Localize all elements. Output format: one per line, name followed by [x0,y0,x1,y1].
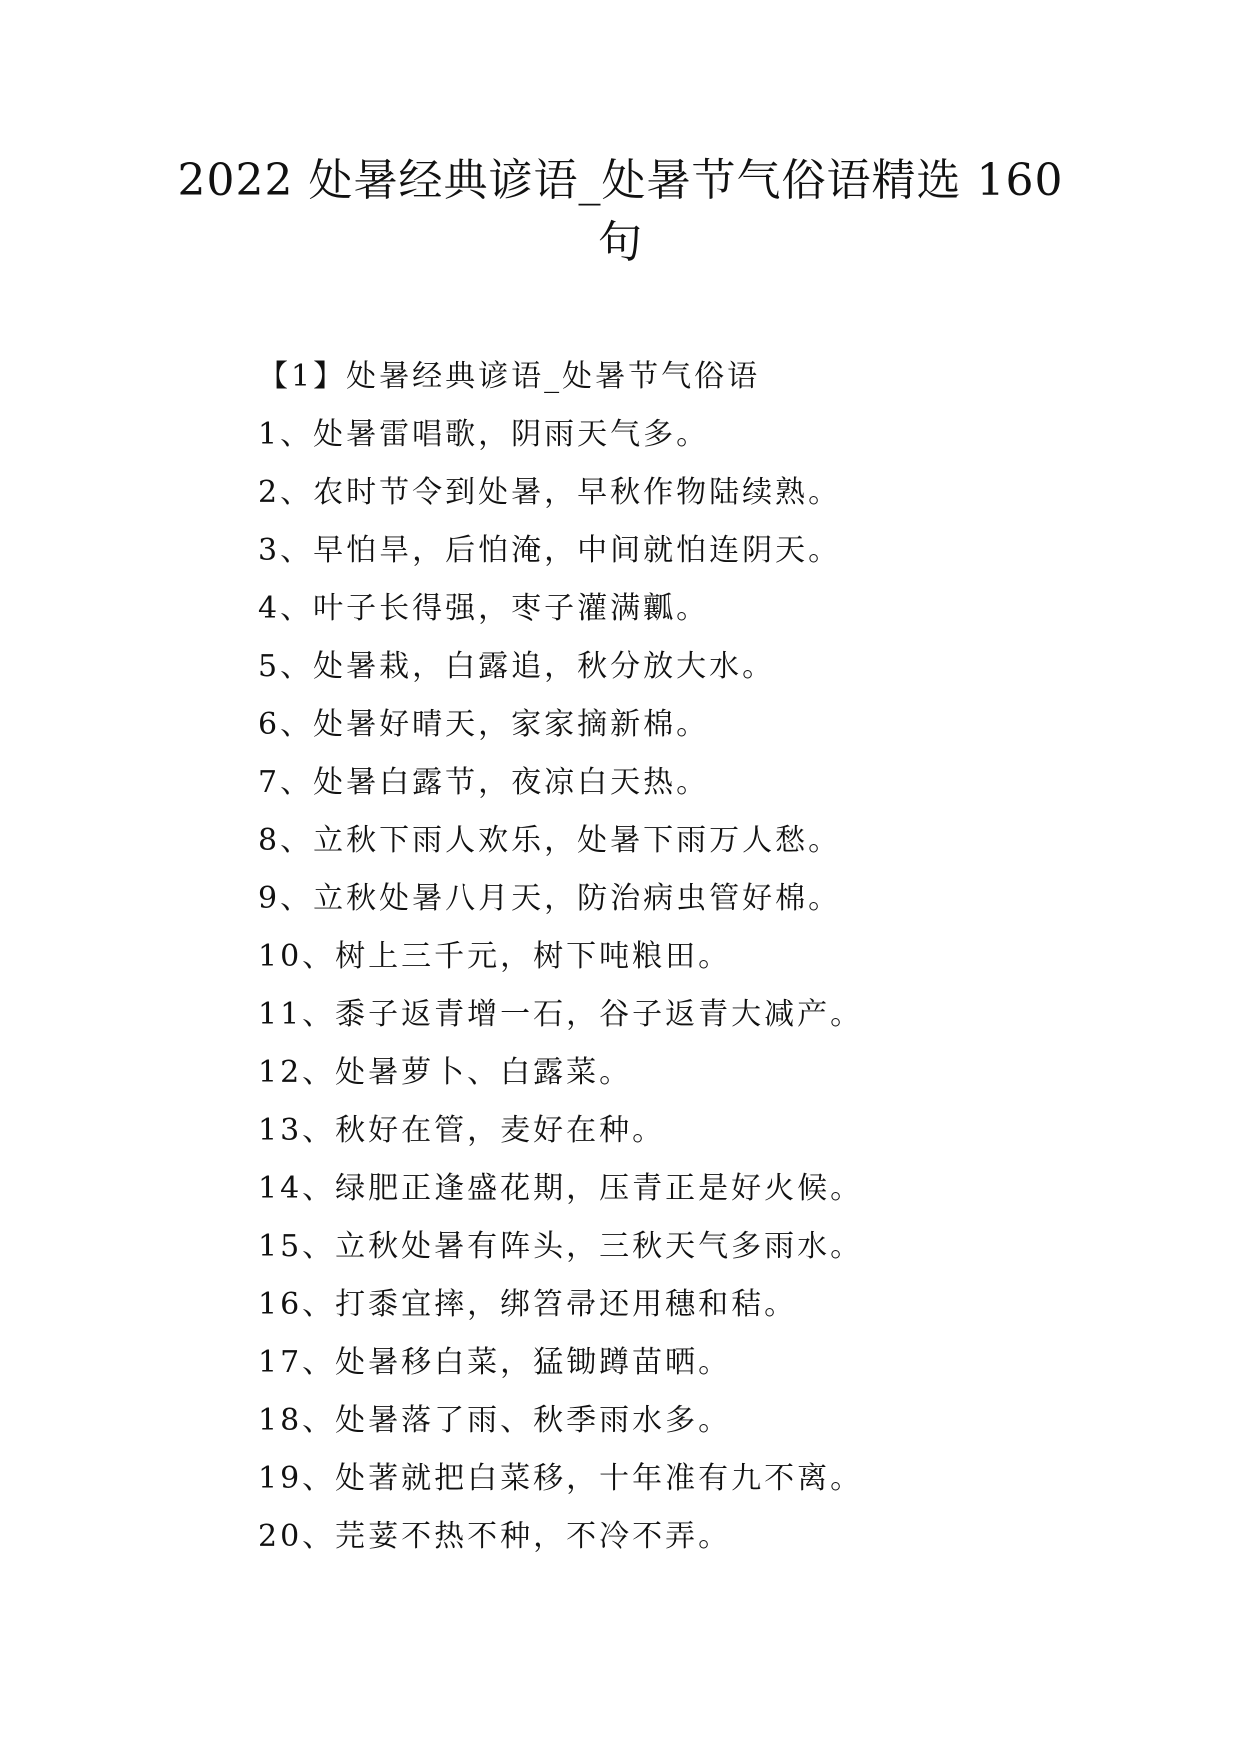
proverb-item-9: 9、立秋处暑八月天，防治病虫管好棉。 [258,881,842,916]
proverb-item-10: 10、树上三千元，树下吨粮田。 [258,939,732,974]
proverb-item-13: 13、秋好在管，麦好在种。 [258,1113,666,1148]
proverb-item-19: 19、处著就把白菜移，十年准有九不离。 [258,1461,864,1496]
proverb-item-18: 18、处暑落了雨、秋季雨水多。 [258,1403,732,1438]
document-title-line-2: 句 [598,217,643,268]
proverb-list [258,414,863,1574]
proverb-item-15: 15、立秋处暑有阵头，三秋天气多雨水。 [258,1229,864,1264]
proverb-item-16: 16、打黍宜摔，绑笤帚还用穗和秸。 [258,1287,798,1322]
proverb-item-7: 7、处暑白露节，夜凉白天热。 [258,765,710,800]
proverb-item-20: 20、芫荽不热不种，不冷不弄。 [258,1519,732,1554]
section-heading: 【1】处暑经典谚语_处暑节气俗语 [258,359,761,394]
proverb-item-8: 8、立秋下雨人欢乐，处暑下雨万人愁。 [258,823,842,858]
proverb-item-1: 1、处暑雷唱歌，阴雨天气多。 [258,417,710,452]
proverb-item-4: 4、叶子长得强，枣子灌满瓤。 [258,591,710,626]
proverb-item-12: 12、处暑萝卜、白露菜。 [258,1055,633,1090]
proverb-item-17: 17、处暑移白菜，猛锄蹲苗晒。 [258,1345,732,1380]
proverb-item-11: 11、黍子返青增一石，谷子返青大减产。 [258,997,864,1032]
proverb-item-14: 14、绿肥正逢盛花期，压青正是好火候。 [258,1171,864,1206]
proverb-item-3: 3、早怕旱，后怕淹，中间就怕连阴天。 [258,533,842,568]
proverb-item-6: 6、处暑好晴天，家家摘新棉。 [258,707,710,742]
proverb-item-5: 5、处暑栽，白露追，秋分放大水。 [258,649,776,684]
document-title [150,150,1091,274]
proverb-item-2: 2、农时节令到处暑，早秋作物陆续熟。 [258,475,842,510]
document-title-line-1: 2022 处暑经典谚语_处暑节气俗语精选 160 [177,155,1064,206]
